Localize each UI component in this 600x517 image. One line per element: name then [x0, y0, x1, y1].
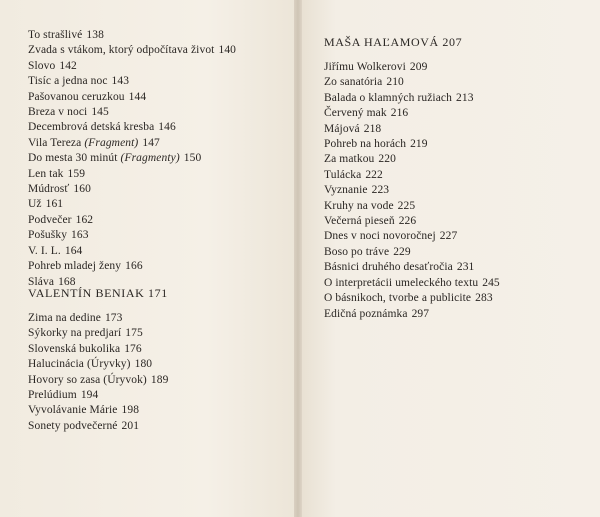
toc-entry-title: Básnici druhého desaťročia	[324, 261, 453, 274]
toc-entry-page-number: 180	[134, 358, 153, 371]
toc-entry	[28, 151, 236, 166]
toc-entry	[324, 229, 500, 244]
toc-entry	[324, 291, 500, 306]
toc-entry-title: O básnikoch, tvorbe a publicite	[324, 292, 472, 305]
toc-entry-page-number: 218	[363, 122, 382, 135]
toc-entry-page-number: 216	[390, 107, 409, 120]
toc-entry-title: Podvečer	[28, 213, 72, 226]
toc-entry-title: Pašovanou ceruzkou	[28, 90, 125, 103]
toc-entry	[324, 75, 500, 90]
toc-entry-title: Vyvolávanie Márie	[28, 404, 118, 417]
toc-entry	[28, 197, 236, 212]
toc-entry-title: To strašlivé	[28, 29, 83, 41]
toc-entry-title: Pošušky	[28, 229, 68, 242]
toc-entry	[324, 183, 500, 198]
toc-entry	[28, 120, 236, 135]
toc-list-right	[324, 60, 500, 322]
toc-entry-title: Slovenská bukolika	[28, 342, 121, 355]
toc-entry	[324, 307, 500, 322]
toc-entry-page-number: 150	[183, 152, 202, 165]
toc-entry-page-number: 176	[124, 342, 142, 355]
toc-entry-title: Boso po tráve	[324, 245, 390, 258]
toc-entry-title: Dnes v noci novoročnej	[324, 230, 436, 243]
toc-entry	[324, 214, 500, 229]
toc-entry	[324, 260, 500, 275]
toc-entry	[28, 28, 236, 43]
toc-entry-page-number: 161	[45, 198, 64, 211]
toc-entry	[28, 43, 236, 58]
toc-entry-page-number: 219	[410, 138, 428, 151]
toc-entry-page-number: 210	[386, 76, 404, 89]
toc-entry-note: (Fragment)	[84, 136, 139, 149]
toc-entry-page-number: 297	[411, 307, 430, 320]
toc-entry	[324, 60, 500, 75]
toc-entry-title: Vyznanie	[324, 184, 368, 197]
toc-entry-page-number: 173	[104, 312, 123, 324]
toc-entry-note: (Fragmenty)	[120, 152, 180, 165]
toc-entry-title: Hovory so zasa (Úryvok)	[28, 373, 147, 386]
toc-entry-title: Decembrová detská kresba	[28, 121, 155, 134]
toc-entry-page-number: 227	[439, 230, 458, 243]
toc-entry	[324, 137, 500, 152]
section-heading-masa-halamova: MAŠA HAĽAMOVÁ 207	[324, 35, 463, 49]
toc-entry-page-number: 220	[378, 153, 396, 166]
toc-entry-title: V. I. L.	[28, 244, 61, 257]
toc-entry-page-number: 201	[121, 419, 140, 432]
toc-entry-page-number: 223	[371, 184, 390, 197]
toc-entry-page-number: 162	[75, 213, 94, 226]
toc-entry	[28, 105, 236, 120]
toc-entry-title: Halucinácia (Úryvky)	[28, 358, 131, 371]
toc-entry-page-number: 138	[86, 29, 104, 41]
toc-entry	[28, 213, 236, 228]
toc-entry-page-number: 222	[365, 168, 383, 181]
toc-entry-title: Májová	[324, 122, 360, 135]
toc-entry	[324, 152, 500, 167]
toc-entry-title: Pohreb mladej ženy	[28, 260, 122, 273]
toc-entry-page-number: 175	[125, 327, 143, 340]
toc-entry	[324, 106, 500, 121]
toc-entry-page-number: 144	[128, 90, 147, 103]
toc-entry-page-number: 143	[111, 75, 130, 88]
toc-entry	[28, 90, 236, 105]
toc-entry-title: Tulácka	[324, 168, 362, 181]
toc-entry	[28, 311, 168, 326]
toc-entry-title: Len tak	[28, 167, 64, 180]
toc-entry	[28, 403, 168, 418]
toc-entry	[28, 388, 168, 403]
toc-entry-title: Jiřímu Wolkerovi	[324, 61, 406, 73]
toc-entry-page-number: 166	[125, 260, 143, 273]
toc-entry	[28, 182, 236, 197]
toc-entry-page-number: 142	[59, 59, 77, 72]
toc-entry-title: Vila Tereza	[28, 136, 82, 149]
toc-entry-page-number: 226	[398, 215, 417, 228]
toc-entry-title: Kruhy na vode	[324, 199, 394, 212]
toc-entry-page-number: 209	[409, 61, 428, 73]
toc-entry-page-number: 147	[142, 136, 160, 149]
section-heading-valentin-beniak: VALENTÍN BENIAK 171	[28, 286, 168, 300]
toc-entry-page-number: 229	[393, 245, 411, 258]
toc-entry-page-number: 283	[475, 292, 493, 305]
toc-entry-page-number: 198	[121, 404, 140, 417]
toc-entry	[28, 167, 236, 182]
toc-entry	[324, 168, 500, 183]
toc-entry-title: Sonety podvečerné	[28, 419, 118, 432]
toc-entry-title: Zvada s vtákom, ktorý odpočítava život	[28, 44, 215, 57]
toc-list-left-section-2	[28, 311, 168, 434]
toc-entry-page-number: 231	[456, 261, 475, 274]
toc-entry	[28, 342, 168, 357]
toc-entry-title: Edičná poznámka	[324, 307, 408, 320]
toc-entry-title: Zo sanatória	[324, 76, 383, 89]
toc-entry	[28, 244, 236, 259]
toc-entry	[28, 357, 168, 372]
toc-entry-title: Červený mak	[324, 107, 387, 120]
toc-entry	[28, 228, 236, 243]
toc-entry-title: Múdrosť	[28, 183, 70, 196]
toc-entry	[28, 74, 236, 89]
toc-entry-title: Slovo	[28, 59, 56, 72]
toc-entry-title: Balada o klamných ružiach	[324, 91, 452, 104]
toc-entry-title: Už	[28, 198, 42, 211]
toc-entry-page-number: 245	[482, 276, 500, 289]
book-gutter	[294, 0, 302, 517]
toc-entry-title: Sýkorky na predjarí	[28, 327, 122, 340]
toc-entry-page-number: 194	[80, 389, 99, 402]
toc-entry-page-number: 145	[91, 106, 109, 119]
toc-entry-title: Tisíc a jedna noc	[28, 75, 108, 88]
toc-entry-page-number: 140	[218, 44, 237, 57]
toc-entry-page-number: 160	[73, 183, 91, 196]
toc-entry-title: Prelúdium	[28, 389, 77, 402]
toc-entry	[28, 419, 168, 434]
toc-entry-title: Zima na dedine	[28, 312, 101, 324]
toc-entry-page-number: 159	[67, 167, 86, 180]
toc-entry-page-number: 146	[158, 121, 176, 134]
toc-entry-page-number: 163	[71, 229, 89, 242]
toc-entry-title: O interpretácii umeleckého textu	[324, 276, 479, 289]
toc-entry-title: Pohreb na horách	[324, 138, 407, 151]
toc-entry-title: Breza v noci	[28, 106, 88, 119]
toc-entry	[324, 91, 500, 106]
toc-entry-page-number: 168	[58, 275, 76, 288]
toc-entry-page-number: 164	[64, 244, 83, 257]
toc-entry	[324, 245, 500, 260]
toc-entry	[324, 199, 500, 214]
toc-entry-title: Za matkou	[324, 153, 375, 166]
toc-entry-page-number: 225	[397, 199, 416, 212]
toc-list-left-section-1	[28, 28, 236, 290]
toc-entry	[28, 326, 168, 341]
toc-entry	[28, 59, 236, 74]
toc-entry	[324, 276, 500, 291]
toc-entry-page-number: 189	[150, 373, 169, 386]
toc-entry-title: Večerná pieseň	[324, 215, 395, 228]
toc-entry-page-number: 213	[456, 91, 474, 104]
toc-entry-title: Do mesta 30 minút	[28, 152, 118, 165]
toc-entry	[28, 373, 168, 388]
toc-entry	[28, 259, 236, 274]
toc-entry	[28, 136, 236, 151]
toc-entry	[324, 122, 500, 137]
toc-entry-title: Sláva	[28, 275, 55, 288]
